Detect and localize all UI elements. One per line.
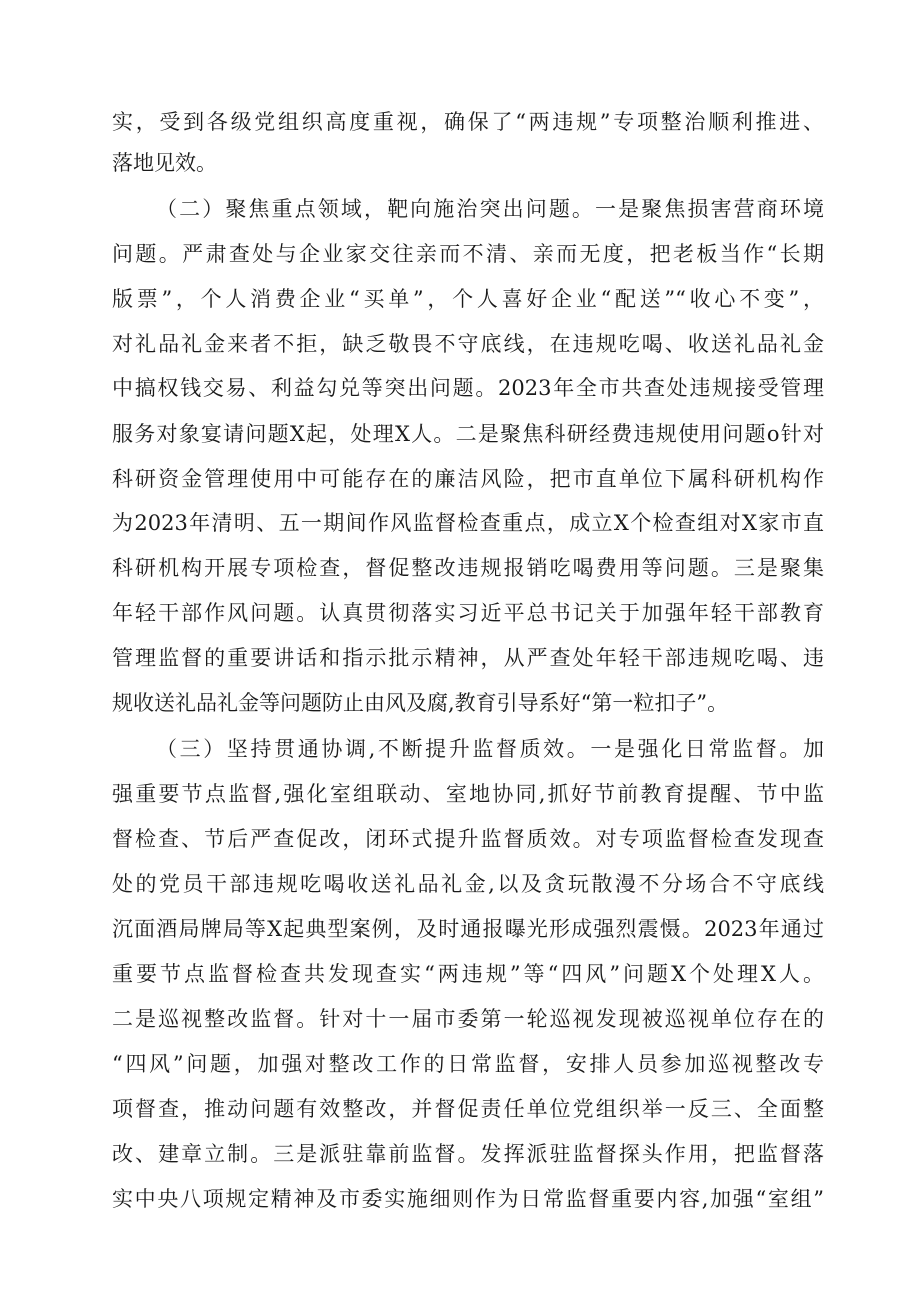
text-line: 改、建章立制。三是派驻靠前监督。发挥派驻监督探头作用，把监督落 xyxy=(112,1142,824,1166)
text-line: “四风”问题，加强对整改工作的日常监督，安排人员参加巡视整改专 xyxy=(112,1052,824,1076)
text-line: 沉面酒局牌局等X起典型案例，及时通报曝光形成强烈震慑。2023年通过 xyxy=(112,917,824,941)
text-line: 对礼品礼金来者不拒，缺乏敬畏不守底线，在违规吃喝、收送礼品礼金 xyxy=(112,332,824,356)
text-line: 实中央八项规定精神及市委实施细则作为日常监督重要内容,加强“室组” xyxy=(112,1187,824,1211)
text-line: 为2023年清明、五一期间作风监督检查重点，成立X个检查组对X家市直 xyxy=(112,511,824,535)
text-line: 版票”，个人消费企业“买单”，个人喜好企业“配送”“收心不变”， xyxy=(112,287,824,311)
section-heading-line: （三）坚持贯通协调,不断提升监督质效。一是强化日常监督。加 xyxy=(156,737,824,761)
text-line: 科研资金管理使用中可能存在的廉洁风险，把市直单位下属科研机构作 xyxy=(112,467,824,491)
text-line: 项督查，推动问题有效整改，并督促责任单位党组织举一反三、全面整 xyxy=(112,1097,824,1121)
text-line: 年轻干部作风问题。认真贯彻落实习近平总书记关于加强年轻干部教育 xyxy=(112,601,824,625)
text-line: 强重要节点监督,强化室组联动、室地协同,抓好节前教育提醒、节中监 xyxy=(112,782,824,806)
text-line: 中搞权钱交易、利益勾兑等突出问题。2023年全市共查处违规接受管理 xyxy=(112,376,824,400)
text-line: 服务对象宴请问题X起，处理X人。二是聚焦科研经费违规使用问题o针对 xyxy=(112,422,824,446)
text-line: 问题。严肃查处与企业家交往亲而不清、亲而无度，把老板当作“长期 xyxy=(112,242,824,266)
text-line: 科研机构开展专项检查，督促整改违规报销吃喝费用等问题。三是聚集 xyxy=(112,556,824,580)
text-line: 管理监督的重要讲话和指示批示精神，从严查处年轻干部违规吃喝、违 xyxy=(112,646,824,670)
text-line: 重要节点监督检查共发现查实“两违规”等“四风”问题X个处理X人。 xyxy=(112,962,824,986)
text-line: 督检查、节后严查促改，闭环式提升监督质效。对专项监督检查发现查 xyxy=(112,827,824,851)
text-line: 二是巡视整改监督。针对十一届市委第一轮巡视发现被巡视单位存在的 xyxy=(112,1007,824,1031)
text-line: 处的党员干部违规吃喝收送礼品礼金,以及贪玩散漫不分场合不守底线 xyxy=(112,872,824,896)
text-line: 落地见效。 xyxy=(112,151,217,175)
section-heading-line: （二）聚焦重点领域，靶向施治突出问题。一是聚焦损害营商环境 xyxy=(156,197,824,221)
text-line: 规收送礼品礼金等问题防止由风及腐,教育引导系好“第一粒扣子”。 xyxy=(112,691,729,715)
text-line: 实，受到各级党组织高度重视，确保了“两违规”专项整治顺利推进、 xyxy=(112,110,824,134)
